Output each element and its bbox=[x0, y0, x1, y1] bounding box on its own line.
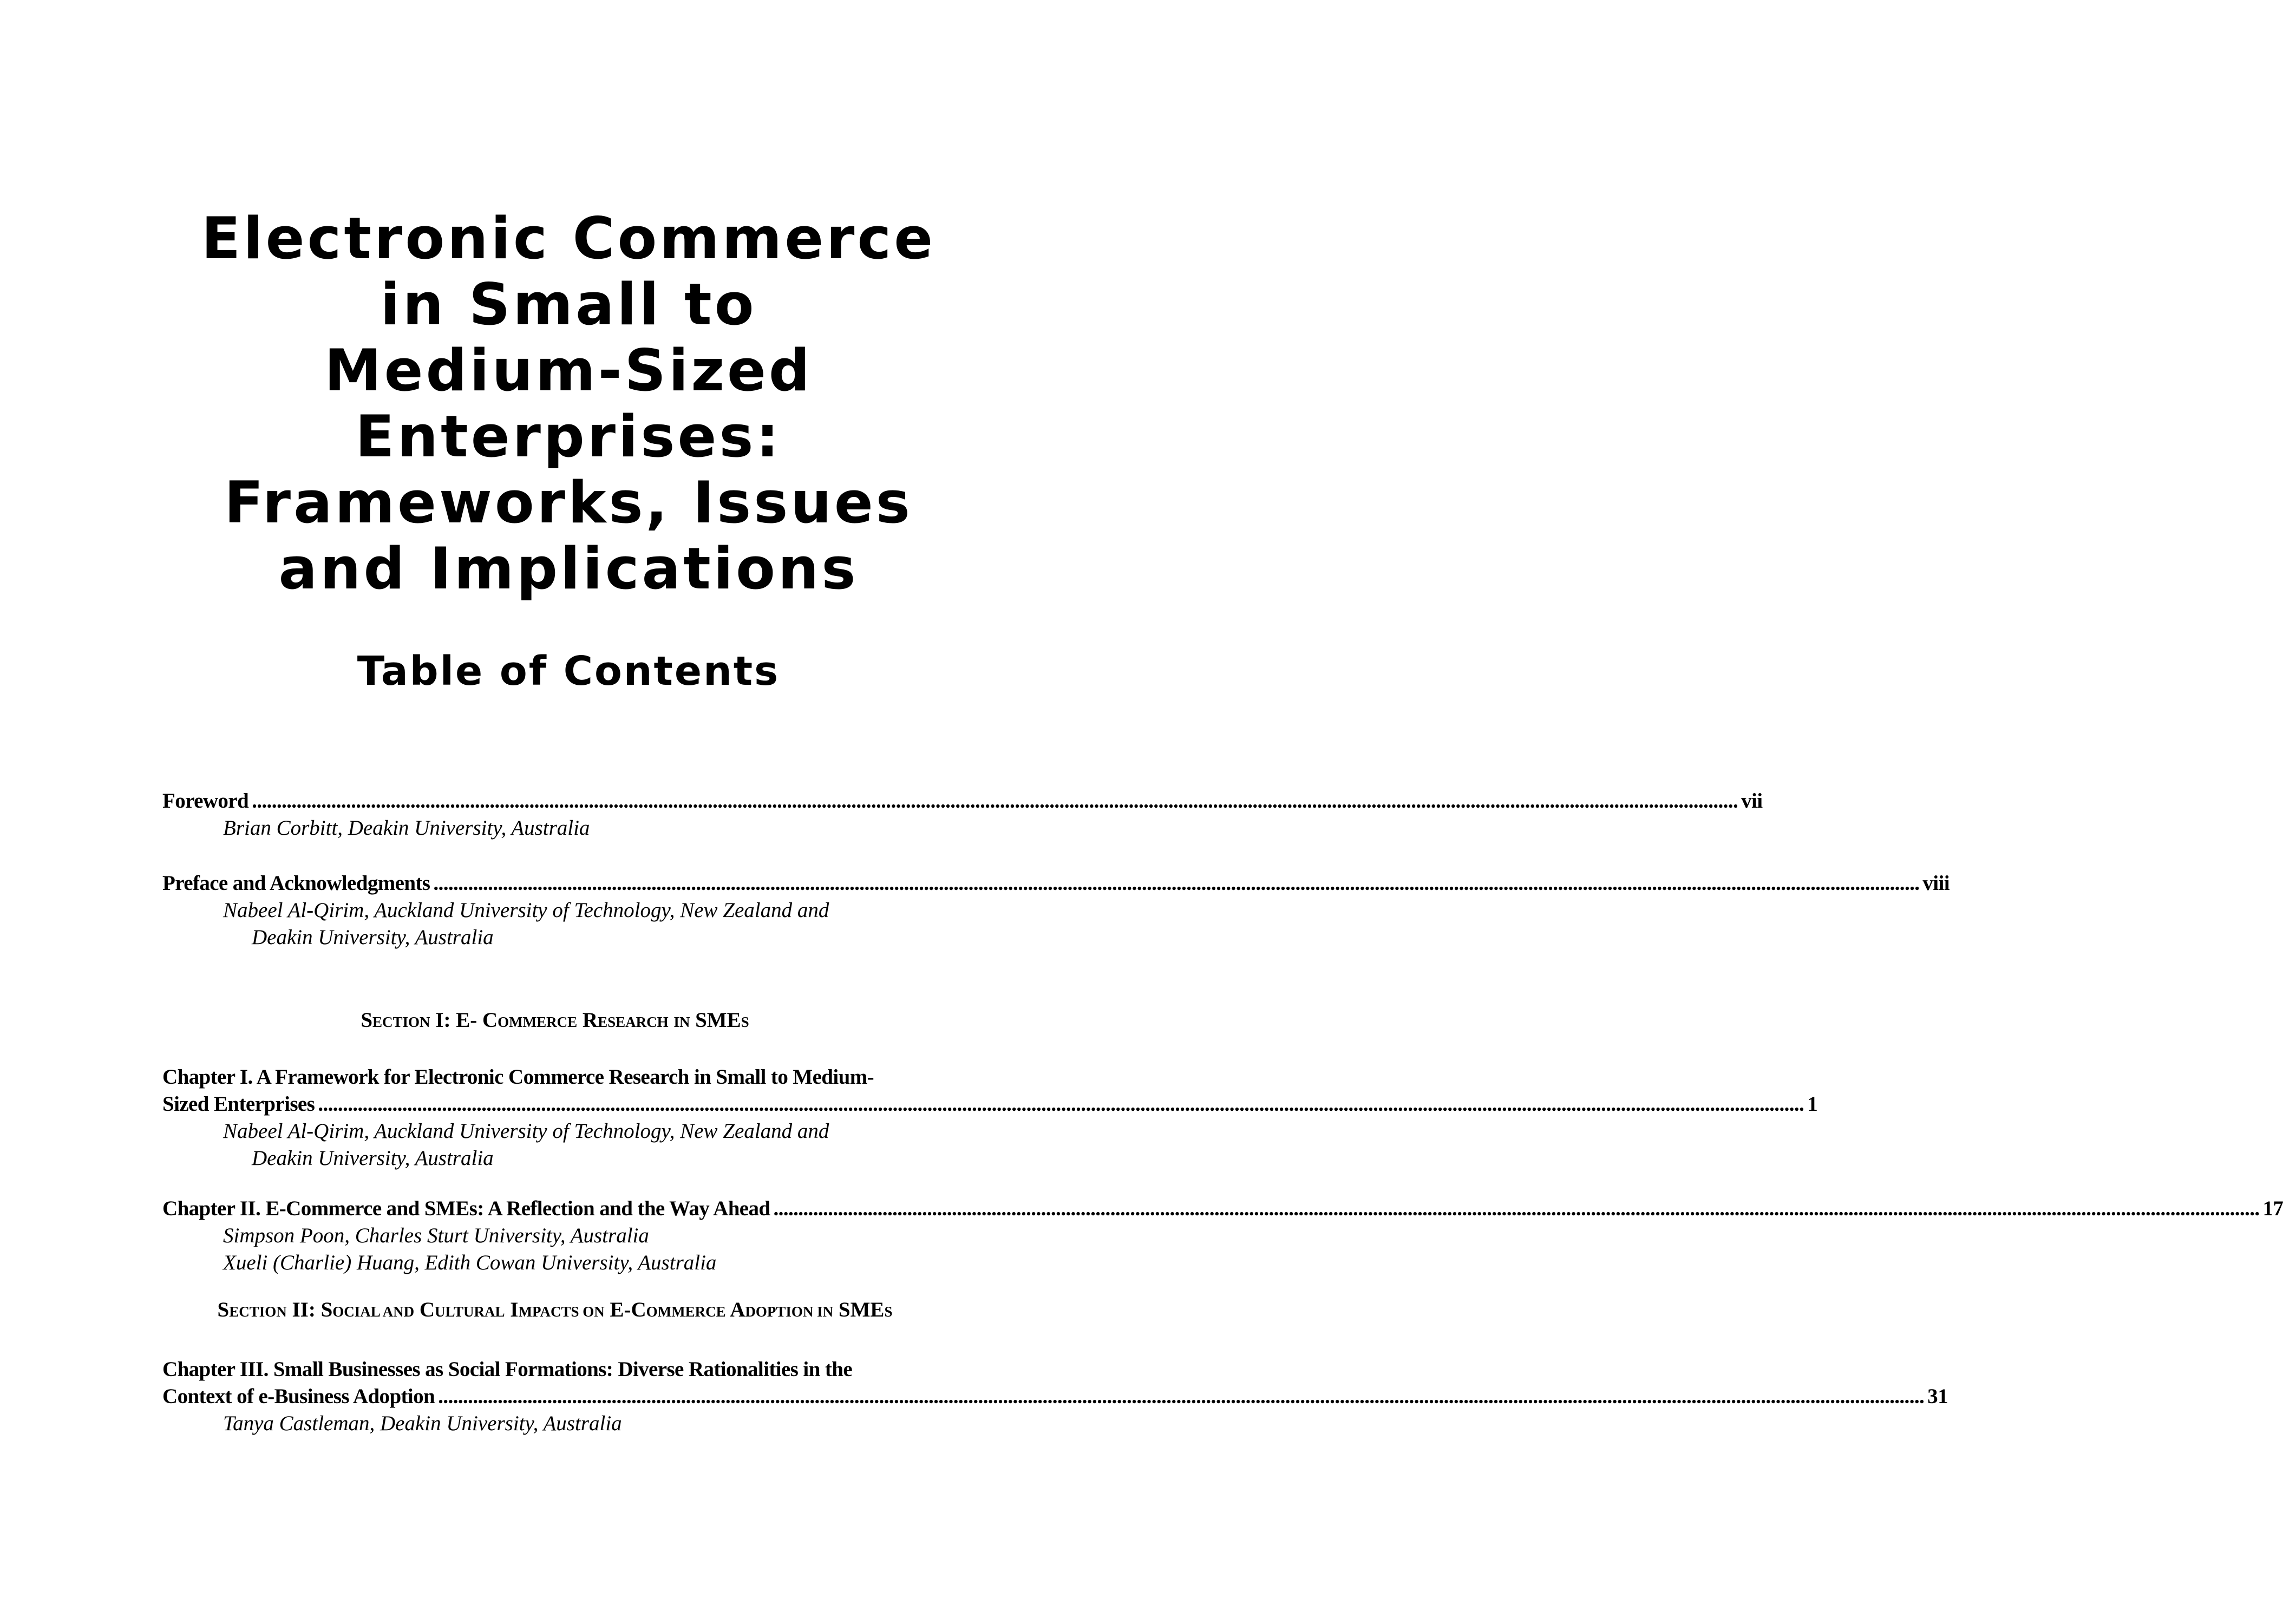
toc-entry-chapter-1 bbox=[162, 1064, 1818, 1172]
toc-heading: Table of Contents bbox=[357, 648, 780, 695]
section-text: IN bbox=[673, 1014, 690, 1030]
book-title-line: and Implications bbox=[278, 535, 859, 602]
section-text: SME bbox=[833, 1298, 885, 1321]
toc-page-number: 1 bbox=[1807, 1092, 1818, 1116]
toc-entry-preface bbox=[162, 870, 1950, 951]
book-title-line: Electronic Commerce bbox=[201, 205, 936, 272]
section-text: ULTURAL bbox=[435, 1304, 505, 1320]
toc-author: Tanya Castleman, Deakin University, Australia bbox=[223, 1412, 622, 1435]
book-title-line: Medium-Sized bbox=[324, 337, 813, 404]
section-text: E-C bbox=[604, 1298, 646, 1321]
toc-page-number: viii bbox=[1922, 872, 1950, 895]
toc-page-number: 17 bbox=[2262, 1197, 2283, 1220]
toc-entry-chapter-2 bbox=[162, 1195, 2283, 1276]
toc-author: Nabeel Al-Qirim, Auckland University of Technology, New Zealand and bbox=[223, 899, 829, 922]
section-text: II: S bbox=[286, 1298, 333, 1321]
toc-entry-line bbox=[162, 788, 1763, 815]
section-heading-2 bbox=[162, 1296, 947, 1325]
toc-entry-title: Chapter III. Small Businesses as Social Formations: Diverse Rationalities in the bbox=[162, 1358, 853, 1381]
book-title-line: Enterprises: bbox=[355, 403, 782, 470]
dot-leader: ............................................................................................................................................................................................................................................................................................................ bbox=[433, 872, 1920, 895]
toc-author: Brian Corbitt, Deakin University, Australia bbox=[223, 816, 590, 840]
book-title bbox=[135, 206, 1002, 602]
toc-author-continued: Deakin University, Australia bbox=[252, 926, 494, 949]
section-text: I bbox=[505, 1298, 519, 1321]
toc-author-continued: Deakin University, Australia bbox=[252, 1147, 494, 1170]
section-text: ESEARCH bbox=[598, 1014, 669, 1030]
toc-entry-title-continued: Sized Enterprises bbox=[162, 1092, 315, 1116]
section-text: R bbox=[577, 1009, 598, 1032]
section-text: S bbox=[217, 1298, 230, 1321]
toc-entry-title: Chapter II. E-Commerce and SMEs: A Reflection and the Way Ahead bbox=[162, 1197, 770, 1220]
toc-entry-line bbox=[162, 1383, 1948, 1410]
toc-entry-title-continued: Context of e-Business Adoption bbox=[162, 1385, 435, 1408]
section-heading-1 bbox=[162, 1007, 947, 1036]
toc-entry-line bbox=[162, 870, 1950, 897]
toc-entry-line bbox=[162, 1356, 947, 1383]
book-title-line: in Small to bbox=[380, 271, 757, 338]
toc-author: Xueli (Charlie) Huang, Edith Cowan University, Australia bbox=[223, 1251, 717, 1274]
dot-leader: ............................................................................................................................................................................................................................................................................................................ bbox=[438, 1385, 1925, 1408]
toc-entry-line bbox=[162, 1064, 947, 1091]
toc-page-number: 31 bbox=[1927, 1385, 1948, 1408]
dot-leader: ............................................................................................................................................................................................................................................................................................................ bbox=[773, 1197, 2260, 1220]
section-text: S bbox=[361, 1009, 373, 1032]
toc-author: Simpson Poon, Charles Sturt University, Australia bbox=[223, 1224, 649, 1247]
book-title-line: Frameworks, Issues bbox=[224, 469, 913, 536]
dot-leader: ............................................................................................................................................................................................................................................................................................................ bbox=[318, 1092, 1804, 1116]
section-text: ECTION bbox=[372, 1014, 430, 1030]
section-text: OMMERCE bbox=[646, 1304, 726, 1320]
section-text: S bbox=[884, 1304, 893, 1320]
section-text bbox=[669, 1009, 674, 1032]
toc-entry-line bbox=[162, 1195, 2283, 1222]
toc-entry-title: Preface and Acknowledgments bbox=[162, 872, 430, 895]
dot-leader: ............................................................................................................................................................................................................................................................................................................ bbox=[252, 789, 1738, 813]
section-text: MPACTS ON bbox=[518, 1304, 605, 1320]
section-text: C bbox=[414, 1298, 435, 1321]
toc-entry-title: Chapter I. A Framework for Electronic Commerce Research in Small to Medium- bbox=[162, 1065, 874, 1089]
toc-page-number: vii bbox=[1741, 789, 1763, 813]
section-text: I: E- C bbox=[430, 1009, 498, 1032]
toc-entry-foreword bbox=[162, 788, 1763, 842]
section-text: OCIAL AND bbox=[332, 1304, 415, 1320]
section-text: S bbox=[741, 1014, 749, 1030]
toc-entry-line bbox=[162, 1091, 1818, 1118]
toc-entry-chapter-3 bbox=[162, 1356, 1948, 1437]
section-text: SME bbox=[690, 1009, 741, 1032]
section-text: OMMERCE bbox=[498, 1014, 578, 1030]
section-text: DOPTION IN bbox=[745, 1304, 834, 1320]
section-text: A bbox=[725, 1298, 745, 1321]
section-text: ECTION bbox=[229, 1304, 287, 1320]
toc-author: Nabeel Al-Qirim, Auckland University of Technology, New Zealand and bbox=[223, 1119, 829, 1143]
toc-entry-title: Foreword bbox=[162, 789, 249, 813]
